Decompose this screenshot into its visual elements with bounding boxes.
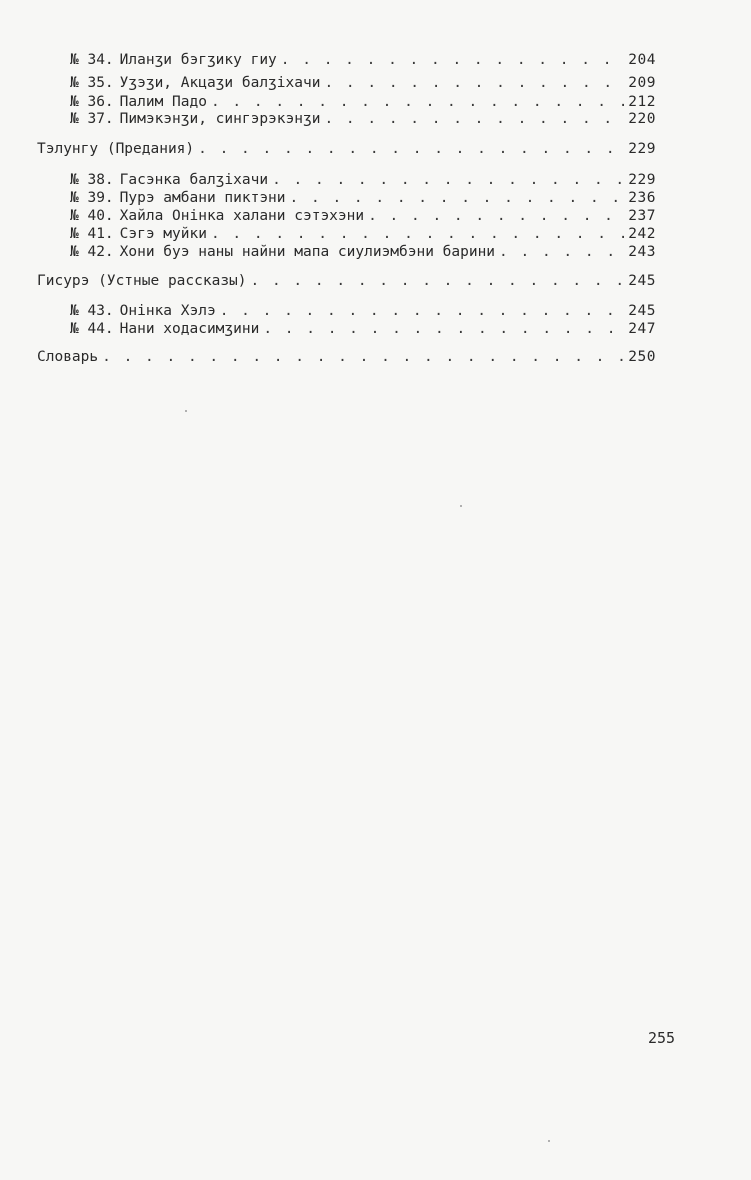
toc-section[interactable] — [37, 272, 656, 290]
toc-entry[interactable] — [70, 93, 656, 111]
entry-page: 204 — [628, 52, 656, 68]
dot-leader — [220, 302, 625, 320]
toc-entry[interactable] — [70, 302, 656, 320]
toc-section[interactable] — [37, 140, 656, 158]
entry-title: Иланӡи бэгӡику гиу — [119, 52, 277, 68]
entry-title: Хони буэ наны найни мапа сиулиэмбэни барини — [119, 244, 496, 260]
paper-speck — [185, 410, 187, 412]
entry-number: № 36. — [70, 94, 114, 110]
section-title: Тэлунгу (Предания) — [37, 141, 195, 157]
toc-entry[interactable] — [70, 51, 656, 69]
entry-number: № 44. — [70, 321, 114, 337]
entry-title: Хайла Онінка халани сэтэхэни — [119, 208, 365, 224]
entry-number: № 39. — [70, 190, 114, 206]
toc-entry[interactable] — [70, 207, 656, 225]
entry-number: № 40. — [70, 208, 114, 224]
page-number: 255 — [648, 1029, 676, 1047]
dot-leader — [281, 51, 625, 69]
section-page: 250 — [628, 349, 656, 365]
entry-page: 245 — [628, 303, 656, 319]
toc-entry[interactable] — [70, 110, 656, 128]
entry-page: 237 — [628, 208, 656, 224]
entry-title: Пурэ амбани пиктэни — [119, 190, 286, 206]
entry-title: Пимэкэнӡи, сингэрэкэнӡи — [119, 111, 321, 127]
section-page: 229 — [628, 141, 656, 157]
entry-title: Онінка Хэлэ — [119, 303, 216, 319]
entry-page: 212 — [628, 94, 656, 110]
dot-leader — [211, 93, 624, 111]
dot-leader — [290, 189, 625, 207]
toc-entry[interactable] — [70, 74, 656, 92]
dot-leader — [324, 110, 624, 128]
entry-number: № 34. — [70, 52, 114, 68]
paper-speck — [460, 505, 462, 507]
entry-title: Сэгэ муйки — [119, 226, 207, 242]
toc-entry[interactable] — [70, 225, 656, 243]
entry-number: № 38. — [70, 172, 114, 188]
toc-entry[interactable] — [70, 171, 656, 189]
entry-page: 242 — [628, 226, 656, 242]
dot-leader — [211, 225, 624, 243]
dot-leader — [102, 348, 624, 366]
toc-section[interactable] — [37, 348, 656, 366]
entry-page: 247 — [628, 321, 656, 337]
toc-entry[interactable] — [70, 243, 656, 261]
dot-leader — [198, 140, 624, 158]
entry-number: № 37. — [70, 111, 114, 127]
entry-page: 243 — [628, 244, 656, 260]
dot-leader — [499, 243, 624, 261]
entry-page: 229 — [628, 172, 656, 188]
paper-speck — [548, 1140, 550, 1142]
section-title: Словарь — [37, 349, 99, 365]
entry-title: Нани ходасимӡини — [119, 321, 260, 337]
dot-leader — [324, 74, 624, 92]
dot-leader — [368, 207, 624, 225]
entry-number: № 35. — [70, 75, 114, 91]
entry-number: № 41. — [70, 226, 114, 242]
entry-page: 220 — [628, 111, 656, 127]
entry-title: Гасэнка балӡіхачи — [119, 172, 269, 188]
entry-number: № 43. — [70, 303, 114, 319]
dot-leader — [272, 171, 624, 189]
entry-title: Уӡэӡи, Акцаӡи балӡіхачи — [119, 75, 321, 91]
section-title: Гисурэ (Устные рассказы) — [37, 273, 247, 289]
dot-leader — [251, 272, 625, 290]
entry-title: Палим Падо — [119, 94, 207, 110]
entry-page: 236 — [628, 190, 656, 206]
section-page: 245 — [628, 273, 656, 289]
dot-leader — [263, 320, 624, 338]
entry-page: 209 — [628, 75, 656, 91]
toc-entry[interactable] — [70, 189, 656, 207]
toc-entry[interactable] — [70, 320, 656, 338]
entry-number: № 42. — [70, 244, 114, 260]
